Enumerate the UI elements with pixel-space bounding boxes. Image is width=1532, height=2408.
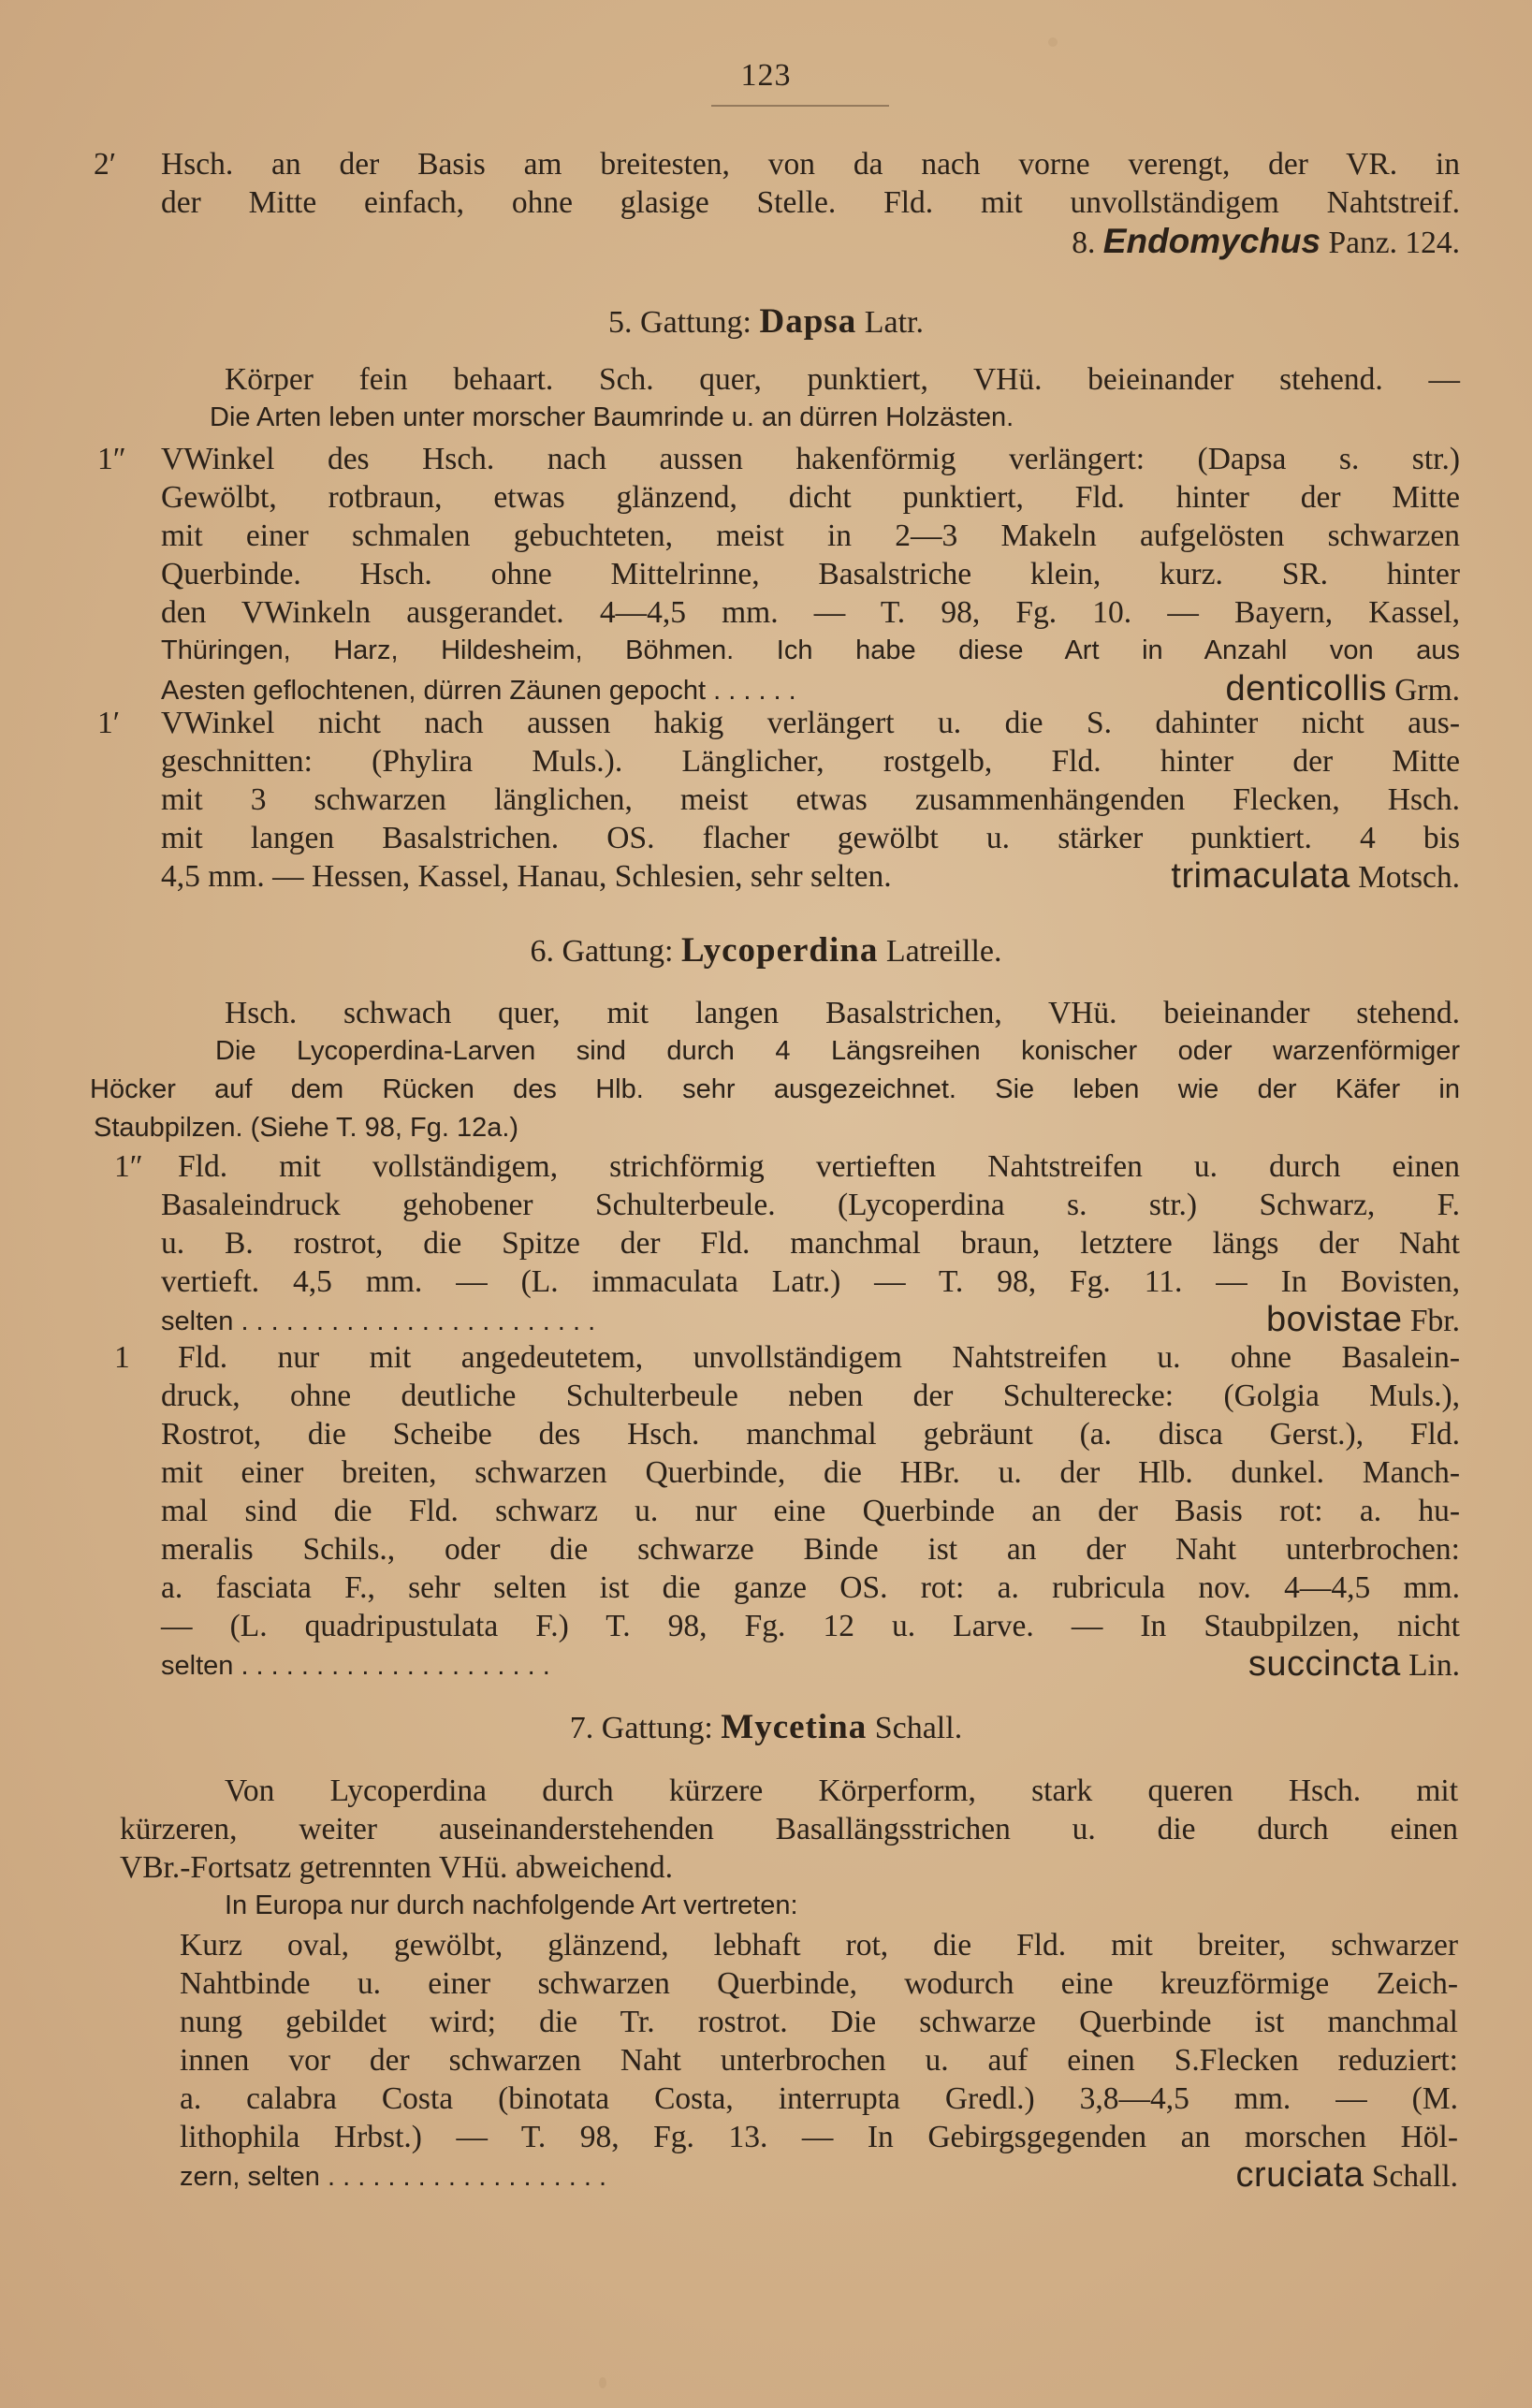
species-author: Grm. (1394, 673, 1460, 708)
text-line: VWinkel des Hsch. nach aussen hakenförmig verlängert: (Dapsa s. str.) (161, 442, 1460, 476)
text-line: nung gebildet wird; die Tr. rostrot. Die schwarze Querbinde ist manchmal (180, 2005, 1458, 2039)
text-line: Querbinde. Hsch. ohne Mittelrinne, Basalstriche klein, kurz. SR. hinter (161, 557, 1460, 591)
text-line: mit 3 schwarzen länglichen, meist etwas zusammenhängenden Flecken, Hsch. (161, 782, 1460, 817)
item-number: 1′ (97, 706, 121, 740)
text-line: Fld. nur mit angedeutetem, unvollständigem Nahtstreifen u. ohne Basalein- (178, 1340, 1460, 1375)
section-lycoperdina (90, 994, 1460, 1147)
note-line: Staubpilzen. (Siehe T. 98, Fg. 12a.) (94, 1113, 519, 1143)
section-heading-mycetina: 7. Gattung: Mycetina Schall. (569, 1708, 963, 1746)
species-line (94, 857, 1460, 896)
genus-name: Dapsa (759, 302, 857, 341)
text-line: mit einer breiten, schwarzen Querbinde, die HBr. u. der Hlb. dunkel. Manch- (161, 1455, 1460, 1490)
text-line: meralis Schils., oder die schwarze Binde ist an der Naht unterbrochen: (161, 1532, 1460, 1567)
text-line: den VWinkeln ausgerandet. 4—4,5 mm. — T. 98, Fg. 10. — Bayern, Kassel, (161, 595, 1460, 630)
species-line (180, 2156, 1458, 2196)
text-line: Thüringen, Harz, Hildesheim, Böhmen. Ich habe diese Art in Anzahl von aus (161, 635, 1460, 665)
section-dapsa (94, 360, 1460, 437)
species-name: bovistae (1266, 1300, 1403, 1339)
page-number: 123 (740, 58, 792, 93)
mycetina-species (180, 1926, 1458, 2196)
paper-spot (599, 2377, 606, 2388)
section-mycetina (120, 1772, 1458, 1925)
species-line (94, 1645, 1460, 1686)
item-number: 1″ (97, 442, 126, 476)
text-line: VWinkel nicht nach aussen hakig verlängert u. die S. dahinter nicht aus- (161, 706, 1460, 740)
genus-result-name: Endomychus (1102, 222, 1321, 260)
text-line: vertieft. 4,5 mm. — (L. immaculata Latr.) — T. 98, Fg. 11. — In Bovisten, (161, 1264, 1460, 1299)
species-name: trimaculata (1171, 856, 1350, 896)
item-number: 1 (114, 1340, 130, 1375)
species-line-text: zern, selten . . . . . . . . . . . . . . . . . . . (180, 2162, 607, 2192)
text-line: u. B. rostrot, die Spitze der Fld. manchmal braun, letztere längs der Naht (161, 1226, 1460, 1261)
text-line: mit langen Basalstrichen. OS. flacher gewölbt u. stärker punktiert. 4 bis (161, 821, 1460, 855)
species-line-text: selten . . . . . . . . . . . . . . . . . . . . . (161, 1651, 550, 1681)
text-line: Basaleindruck gehobener Schulterbeule. (Lycoperdina s. str.) Schwarz, F. (161, 1188, 1460, 1222)
text-line: der Mitte einfach, ohne glasige Stelle. Fld. mit unvollständigem Nahtstreif. (161, 185, 1460, 220)
intro-line: Hsch. schwach quer, mit langen Basalstrichen, VHü. beieinander stehend. (225, 996, 1460, 1030)
dapsa-item-1 (94, 440, 1460, 710)
species-line-text: 4,5 mm. — Hessen, Kassel, Hanau, Schlesien, sehr selten. (161, 859, 892, 894)
genus-result-number: 8. (1072, 226, 1096, 260)
text-line: geschnitten: (Phylira Muls.). Länglicher, rostgelb, Fld. hinter der Mitte (161, 744, 1460, 779)
genus-result-author: Panz. 124. (1328, 226, 1460, 260)
couplet-2 (94, 145, 1460, 262)
intro-line: kürzeren, weiter auseinanderstehenden Basallängsstrichen u. die durch einen (120, 1812, 1458, 1846)
species-line-text: Aesten geflochtenen, dürren Zäunen gepocht . . . . . . (161, 676, 796, 706)
intro-line: VBr.-Fortsatz getrennten VHü. abweichend. (120, 1850, 674, 1885)
text-line: Kurz oval, gewölbt, glänzend, lebhaft rot, die Fld. mit breiter, schwarzer (180, 1928, 1458, 1963)
note-line: Die Lycoperdina-Larven sind durch 4 Längsreihen konischer oder warzenförmiger (215, 1036, 1460, 1066)
text-line: Rostrot, die Scheibe des Hsch. manchmal gebräunt (a. disca Gerst.), Fld. (161, 1417, 1460, 1452)
text-line: Fld. mit vollständigem, strichförmig vertieften Nahtstreifen u. durch einen (178, 1149, 1460, 1184)
text-line: mit einer schmalen gebuchteten, meist in 2—3 Makeln aufgelösten schwarzen (161, 518, 1460, 553)
text-line: Gewölbt, rotbraun, etwas glänzend, dicht punktiert, Fld. hinter der Mitte (161, 480, 1460, 515)
genus-result (94, 222, 1460, 262)
species-author: Motsch. (1358, 860, 1460, 895)
species-author: Lin. (1408, 1648, 1460, 1683)
note-line: Die Arten leben unter morscher Baumrinde u. an dürren Holzästen. (210, 402, 1014, 432)
note-line: In Europa nur durch nachfolgende Art vertreten: (225, 1890, 798, 1920)
text-line: a. calabra Costa (binotata Costa, interrupta Gredl.) 3,8—4,5 mm. — (M. (180, 2081, 1458, 2116)
page-number-rule (711, 105, 889, 107)
text-line: lithophila Hrbst.) — T. 98, Fg. 13. — In Gebirgsgegenden an morschen Höl- (180, 2120, 1458, 2154)
species-line (94, 1301, 1460, 1341)
genus-name: Mycetina (721, 1708, 868, 1746)
text-line: innen vor der schwarzen Naht unterbrochen u. auf einen S.Flecken reduziert: (180, 2043, 1458, 2078)
text-line: druck, ohne deutliche Schulterbeule neben der Schulterecke: (Golgia Muls.), (161, 1379, 1460, 1413)
paper-spot (1048, 37, 1058, 47)
note-line: Höcker auf dem Rücken des Hlb. sehr ausgezeichnet. Sie leben wie der Käfer in (90, 1074, 1460, 1104)
species-name: cruciata (1235, 2155, 1364, 2195)
genus-name: Lycoperdina (680, 931, 879, 970)
section-heading-dapsa: 5. Gattung: Dapsa Latr. (608, 302, 924, 341)
text-line: Hsch. an der Basis am breitesten, von da nach vorne verengt, der VR. in (161, 147, 1460, 182)
species-name: denticollis (1225, 669, 1387, 708)
text-line: a. fasciata F., sehr selten ist die ganze OS. rot: a. rubricula nov. 4—4,5 mm. (161, 1570, 1460, 1605)
text-line: Nahtbinde u. einer schwarzen Querbinde, wodurch eine kreuzförmige Zeich- (180, 1966, 1458, 2001)
species-name: succincta (1247, 1644, 1401, 1684)
couplet-number: 2′ (94, 147, 117, 182)
lycoperdina-item-1 (94, 1147, 1460, 1341)
species-author: Schall. (1371, 2159, 1458, 2194)
section-heading-lycoperdina: 6. Gattung: Lycoperdina Latreille. (530, 931, 1002, 970)
species-line-text: selten . . . . . . . . . . . . . . . . . . . . . . . . (161, 1306, 596, 1336)
lycoperdina-item-2 (94, 1338, 1460, 1686)
item-number: 1″ (114, 1149, 143, 1184)
intro-line: Körper fein behaart. Sch. quer, punktiert, VHü. beieinander stehend. — (225, 362, 1460, 397)
intro-line: Von Lycoperdina durch kürzere Körperform, stark queren Hsch. mit (225, 1773, 1458, 1808)
text-line: mal sind die Fld. schwarz u. nur eine Querbinde an der Basis rot: a. hu- (161, 1494, 1460, 1528)
dapsa-item-2 (94, 704, 1460, 897)
species-author: Fbr. (1409, 1304, 1460, 1338)
text-line: — (L. quadripustulata F.) T. 98, Fg. 12 u. Larve. — In Staubpilzen, nicht (161, 1609, 1460, 1643)
